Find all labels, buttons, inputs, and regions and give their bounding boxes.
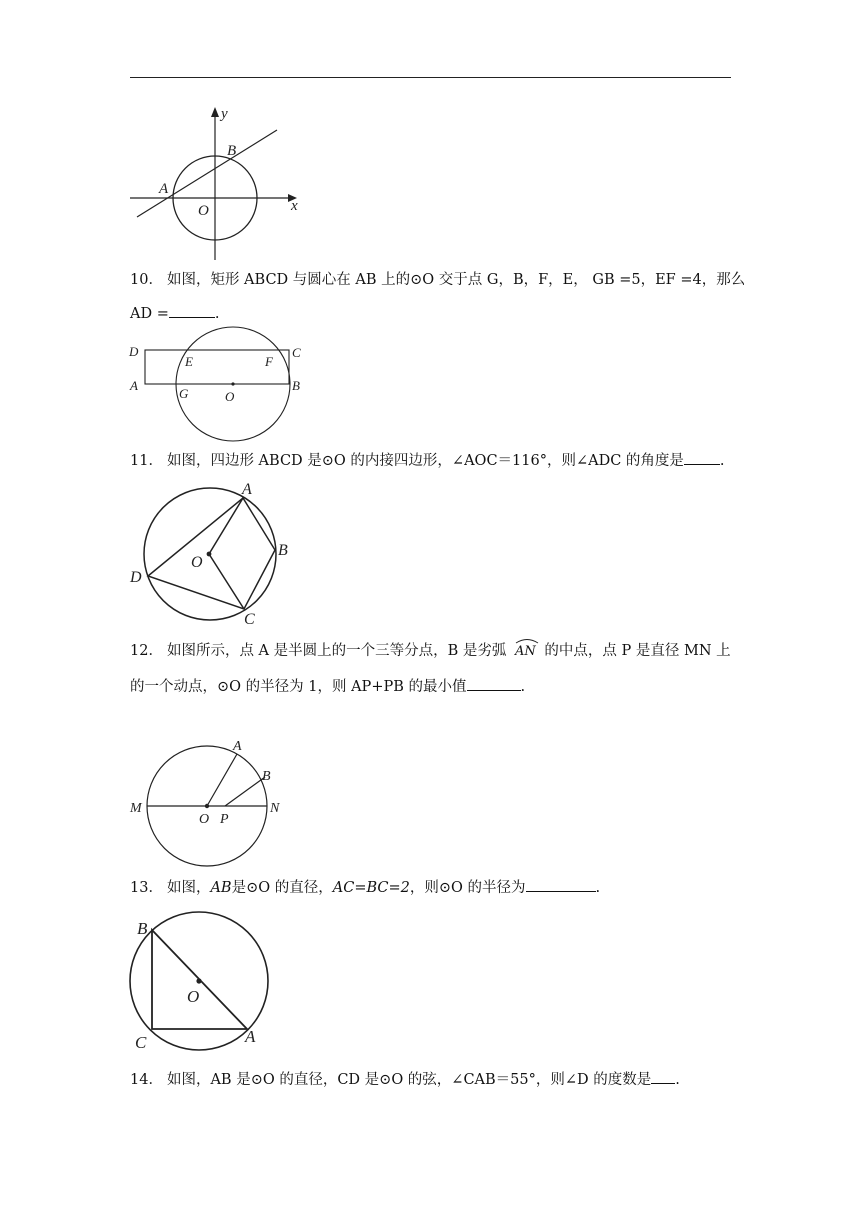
question-text: 如图所示，点 A 是半圆上的一个三等分点，B 是劣弧 [166,643,507,659]
equation: AC=BC=2 [332,880,410,896]
period: . [595,880,601,896]
label-x: x [291,198,298,214]
question-number: 12． [130,643,163,659]
answer-blank[interactable] [526,877,596,892]
label-O: O [198,203,209,219]
question-text: 的一个动点，⊙O 的半径为 1，则 AP+PB 的最小值 [130,679,467,695]
question-text: 如图，四边形 ABCD 是⊙O 的内接四边形，∠AOC＝116°，则∠ADC 的角度是 [166,453,684,469]
label-A: A [159,181,169,197]
figure-right-triangle-circle [125,912,285,1057]
figure-circle-axes [125,100,315,260]
label-A: A [242,481,252,498]
arc-icon [515,638,539,644]
figure-inscribed-quadrilateral [125,478,300,628]
answer-blank[interactable] [169,303,215,318]
question-number: 10． [130,272,163,288]
label-A: A [233,739,242,754]
label-F: F [265,354,273,369]
label-A: A [245,1027,256,1046]
label-M: M [130,801,142,816]
question-10-line2 [130,303,219,324]
question-text-c: ，则⊙O 的半径为 [409,880,526,896]
label-D: D [130,569,142,586]
label-E: E [185,354,193,369]
label-B: B [262,769,271,784]
answer-blank[interactable] [651,1069,675,1084]
label-y: y [221,106,228,122]
label-B: B [137,919,148,938]
period: . [214,306,220,322]
question-text: 如图，AB 是⊙O 的直径，CD 是⊙O 的弦，∠CAB＝55°，则∠D 的度数是 [166,1072,652,1088]
label-O: O [199,812,210,827]
answer-blank[interactable] [467,676,521,691]
label-B: B [278,542,288,559]
header-rule [130,77,731,78]
answer-blank[interactable] [684,450,720,465]
question-10 [130,270,745,290]
label-N: N [270,801,280,816]
question-13 [130,877,600,898]
period: . [520,679,526,695]
figure-semicircle [125,735,300,870]
question-text-b: 的中点，点 P 是直径 MN 上 [544,643,731,659]
question-12 [130,641,731,662]
segment-AB: AB [210,880,232,896]
label-B: B [292,378,300,393]
label-O: O [191,554,203,571]
answer-prefix: AD = [130,306,169,322]
arc-AN [515,642,536,662]
label-A: A [130,378,138,393]
question-11 [130,450,725,471]
question-number: 13． [130,880,163,896]
label-C: C [292,345,301,360]
label-O: O [187,987,200,1006]
question-number: 14． [130,1072,163,1088]
label-D: D [129,344,139,359]
question-14 [130,1069,680,1090]
figure-rectangle-circle [125,338,315,443]
question-text-b: 是⊙O 的直径， [231,880,333,896]
label-C: C [135,1033,147,1052]
label-G: G [179,386,189,401]
period: . [675,1072,680,1088]
period: . [719,453,725,469]
question-text: 如图，矩形 ABCD 与圆心在 AB 上的⊙O 交于点 G，B，F，E， GB =5，EF =4，那么 [166,272,746,288]
label-O: O [225,389,235,404]
question-12-line2 [130,676,525,697]
question-number: 11． [130,453,163,469]
label-B: B [227,143,237,159]
label-C: C [244,611,255,628]
label-P: P [220,812,229,827]
arc-label: AN [515,644,536,659]
question-text: 如图， [166,880,211,896]
